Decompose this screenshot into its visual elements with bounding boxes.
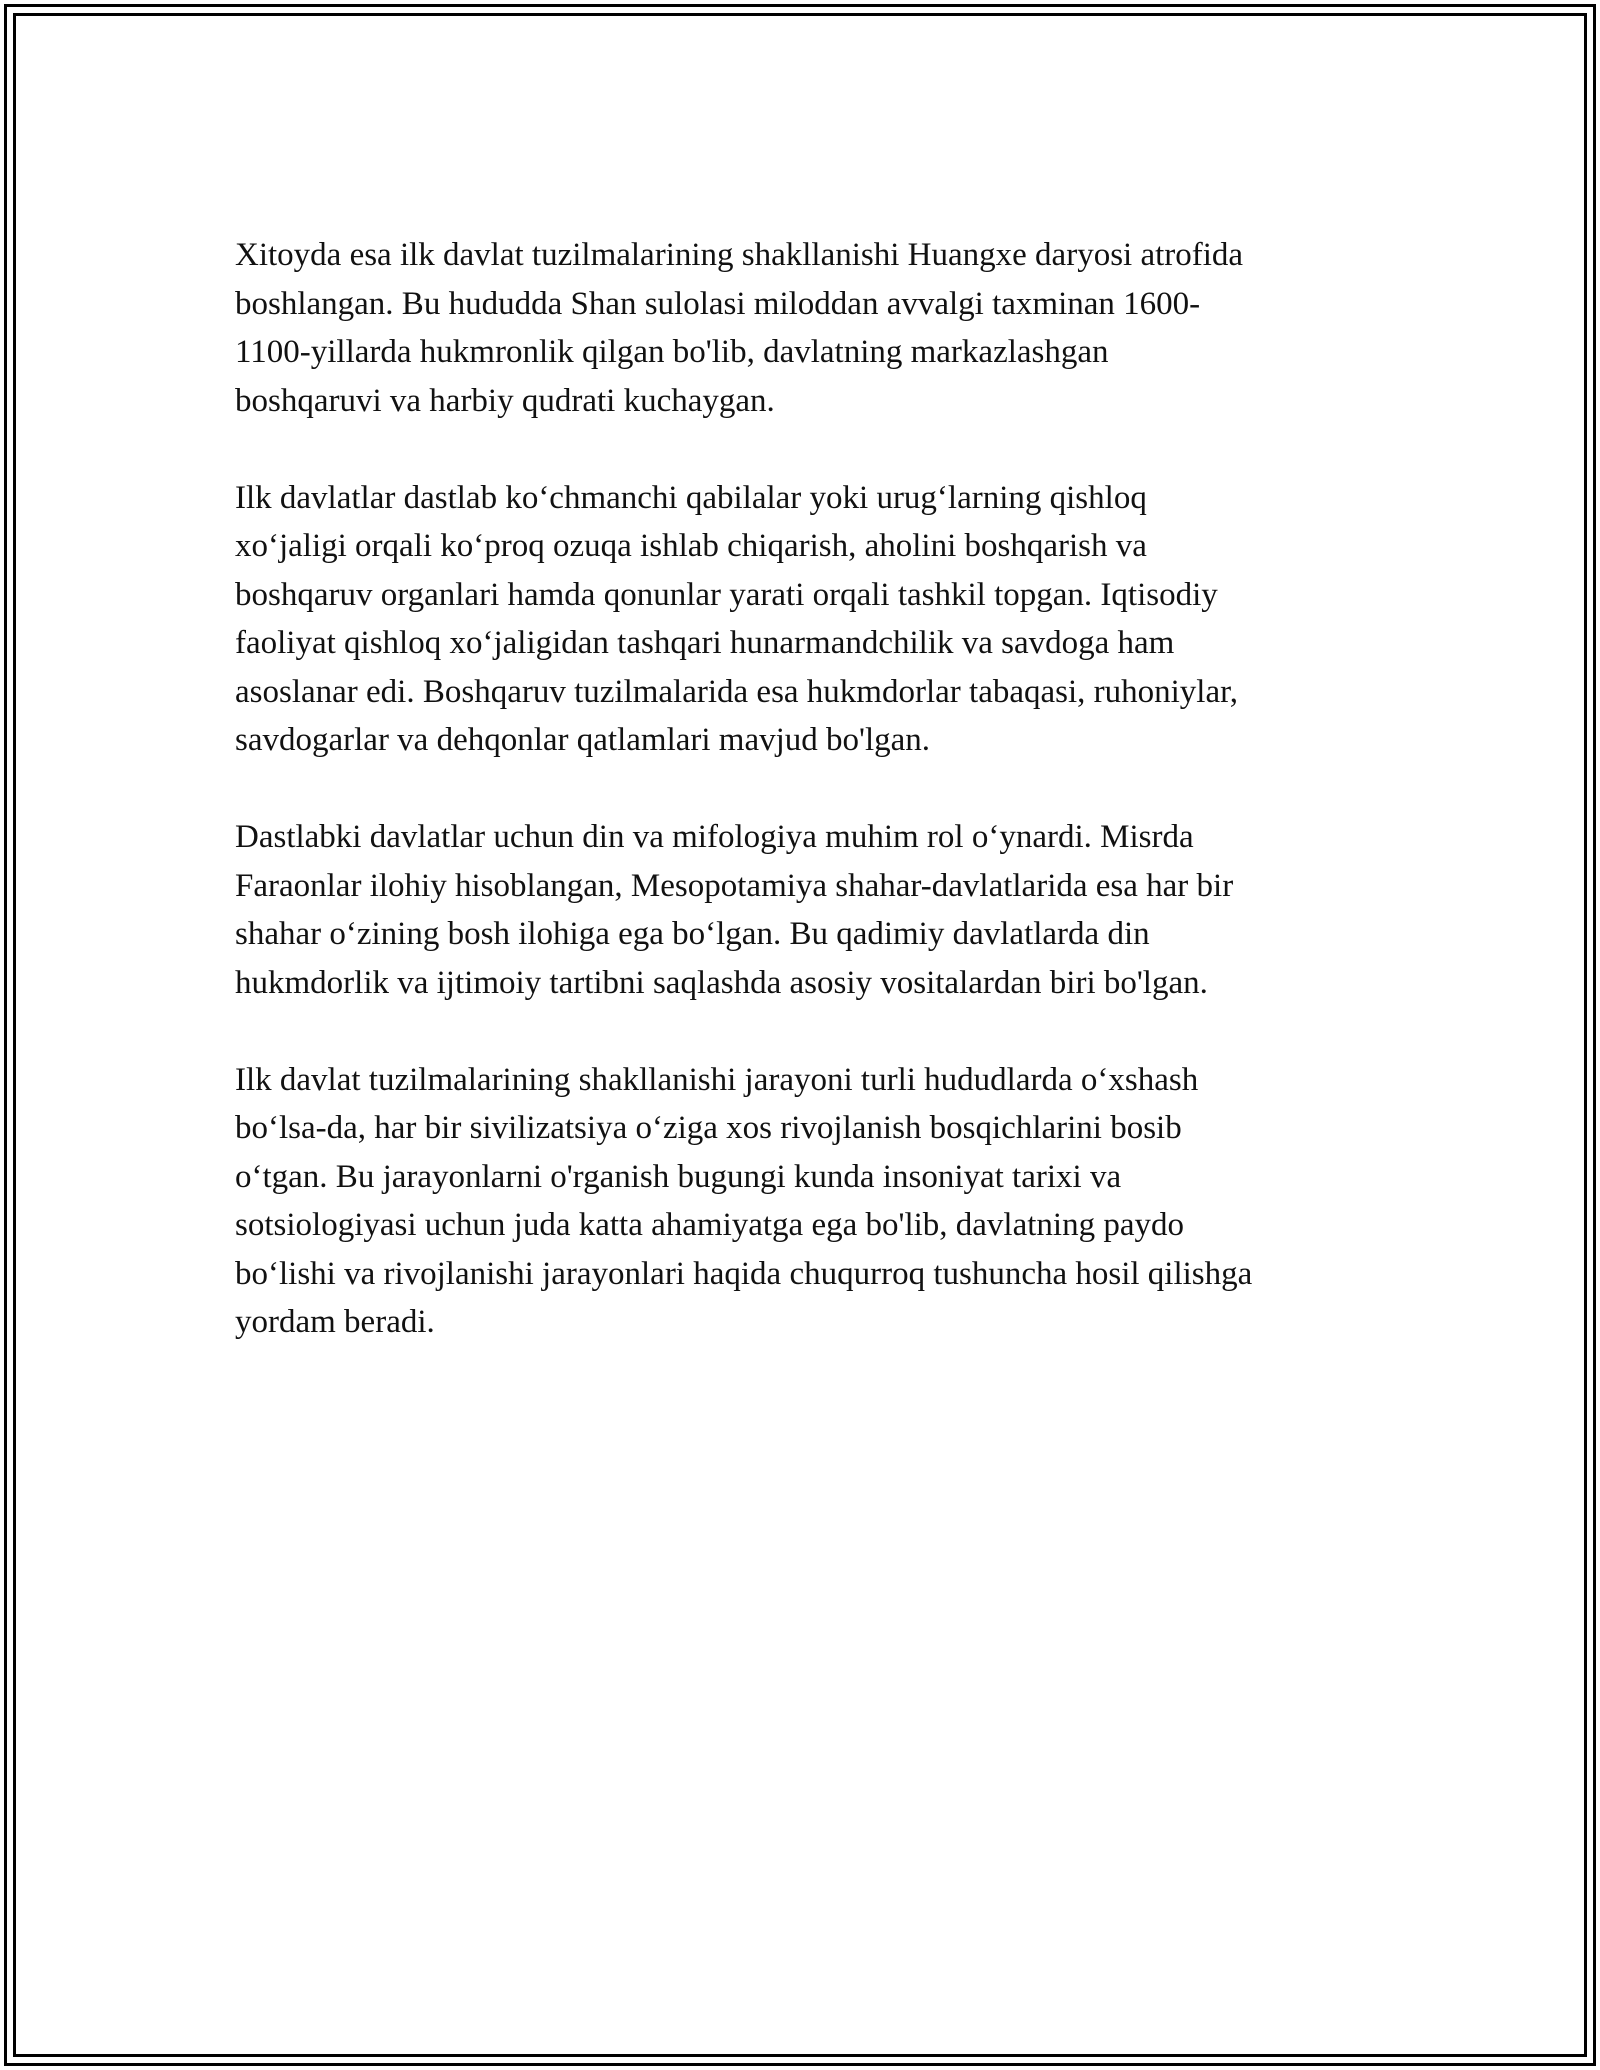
text-line: savdogarlar va dehqonlar qatlamlari mavjud bo'lgan.: [235, 722, 931, 758]
paragraph-ilk-davlatlar: [235, 474, 1375, 765]
text-line: xo‘jaligi orqali ko‘proq ozuqa ishlab chiqarish, aholini boshqarish va: [235, 528, 1147, 564]
text-line: boshlangan. Bu hududda Shan sulolasi miloddan avvalgi taxminan 1600-: [235, 285, 1201, 322]
paragraph-xitoy: [235, 231, 1375, 425]
text-line: Xitoyda esa ilk davlat tuzilmalarining shakllanishi Huangxe daryosi atrofida: [235, 237, 1244, 273]
text-line: Ilk davlat tuzilmalarining shakllanishi jarayoni turli hududlarda o‘xshash: [235, 1061, 1199, 1098]
paragraph-din-mifologiya: [235, 813, 1375, 1007]
text-line: boshqaruv organlari hamda qonunlar yarati orqali tashkil topgan. Iqtisodiy: [235, 576, 1218, 613]
text-line: Ilk davlatlar dastlab ko‘chmanchi qabilalar yoki urug‘larning qishloq: [235, 479, 1147, 516]
paragraph-xulosa: [235, 1056, 1375, 1347]
text-line: Faraonlar ilohiy hisoblangan, Mesopotamiya shahar-davlatlarida esa har bir: [235, 867, 1234, 904]
text-line: asoslanar edi. Boshqaruv tuzilmalarida esa hukmdorlar tabaqasi, ruhoniylar,: [235, 673, 1239, 710]
text-line: 1100-yillarda hukmronlik qilgan bo'lib, davlatning markazlashgan: [235, 334, 1109, 370]
text-line: yordam beradi.: [235, 1304, 435, 1340]
text-line: shahar o‘zining bosh ilohiga ega bo‘lgan. Bu qadimiy davlatlarda din: [235, 916, 1150, 952]
document-body: [235, 231, 1375, 1395]
text-line: o‘tgan. Bu jarayonlarni o'rganish bugungi kunda insoniyat tarixi va: [235, 1158, 1122, 1195]
text-line: Dastlabki davlatlar uchun din va mifologiya muhim rol o‘ynardi. Misrda: [235, 819, 1194, 855]
text-line: hukmdorlik va ijtimoiy tartibni saqlashda asosiy vositalardan biri bo'lgan.: [235, 964, 1208, 1001]
text-line: bo‘lsa-da, har bir sivilizatsiya o‘ziga xos rivojlanish bosqichlarini bosib: [235, 1110, 1182, 1146]
text-line: bo‘lishi va rivojlanishi jarayonlari haqida chuqurroq tushuncha hosil qilishga: [235, 1255, 1253, 1292]
text-line: faoliyat qishloq xo‘jaligidan tashqari hunarmandchilik va savdoga ham: [235, 625, 1175, 661]
text-line: boshqaruvi va harbiy qudrati kuchaygan.: [235, 382, 775, 419]
text-line: sotsiologiyasi uchun juda katta ahamiyatga ega bo'lib, davlatning paydo: [235, 1207, 1184, 1243]
